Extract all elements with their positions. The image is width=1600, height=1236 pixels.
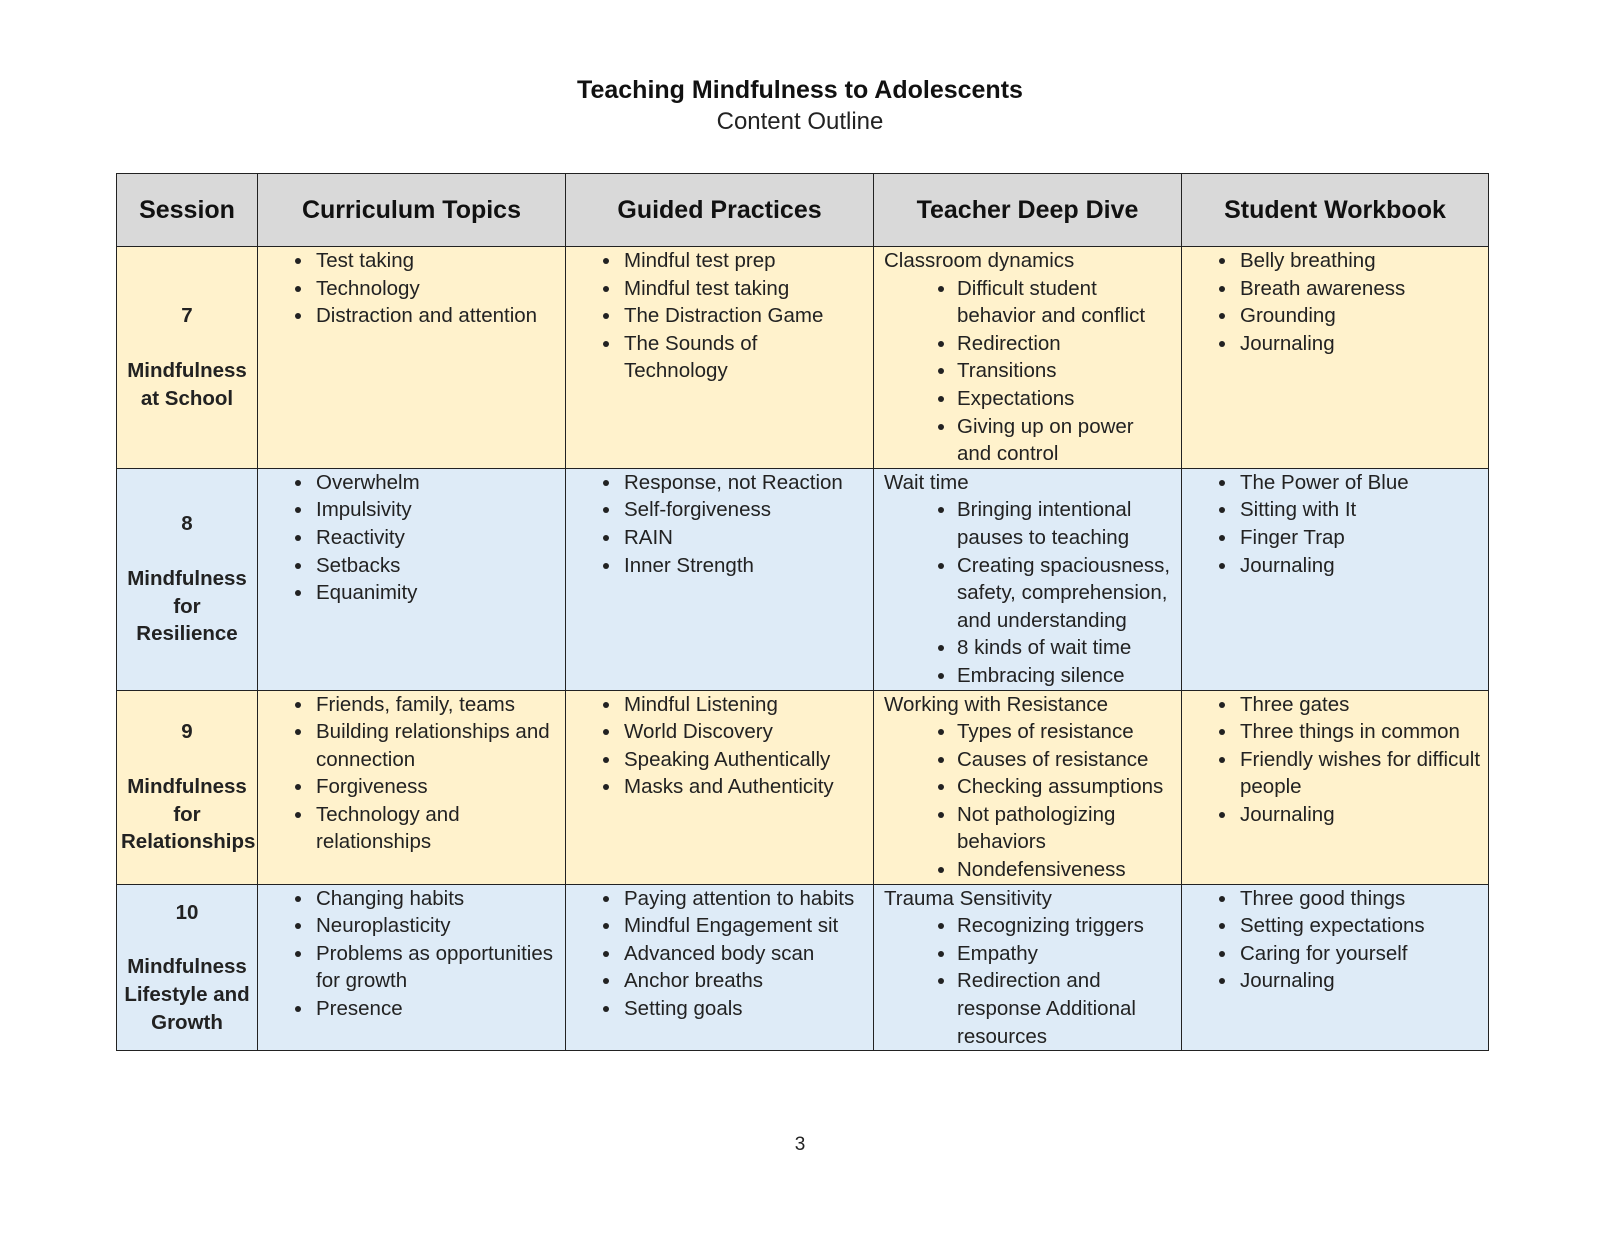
list-item: • Forgiveness	[314, 773, 557, 801]
list-item: • Caring for yourself	[1238, 940, 1480, 968]
list-item: • Test taking	[314, 247, 557, 275]
header-curriculum-topics: Curriculum Topics	[258, 174, 566, 247]
list-item: • Technology	[314, 275, 557, 303]
list-item: • Mindful Engagement sit	[622, 912, 865, 940]
session-name: Mindfulness at School	[127, 359, 247, 410]
list-item: • Mindful test prep	[622, 247, 865, 275]
list-item: • Equanimity	[314, 579, 557, 607]
list-item: • Redirection	[957, 330, 1173, 358]
student-workbook-list	[1192, 469, 1480, 579]
student-workbook-cell	[1182, 468, 1489, 690]
list-item: • Building relationships and connection	[314, 718, 557, 773]
session-row	[117, 690, 1489, 884]
session-row	[117, 884, 1489, 1051]
list-item: • Checking assumptions	[957, 773, 1173, 801]
list-item: • Presence	[314, 995, 557, 1023]
curriculum-topics-cell	[258, 247, 566, 469]
student-workbook-cell	[1182, 690, 1489, 884]
header-student-workbook: Student Workbook	[1182, 174, 1489, 247]
list-item: • Redirection and response Additional resources	[957, 967, 1173, 1050]
list-item: • Self-forgiveness	[622, 496, 865, 524]
list-item: • Changing habits	[314, 885, 557, 913]
session-name: Mindfulness for Relationships	[121, 774, 256, 854]
list-item: • Response, not Reaction	[622, 469, 865, 497]
document-title: Teaching Mindfulness to Adolescents	[577, 76, 1023, 104]
guided-practices-cell	[566, 468, 874, 690]
curriculum-topics-cell	[258, 690, 566, 884]
list-item: • Grounding	[1238, 302, 1480, 330]
guided-practices-list	[576, 469, 865, 579]
list-item: • Bringing intentional pauses to teaching	[957, 496, 1173, 551]
student-workbook-cell	[1182, 884, 1489, 1051]
guided-practices-list	[576, 691, 865, 801]
guided-practices-cell	[566, 690, 874, 884]
deep-dive-heading: Wait time	[884, 470, 969, 494]
list-item: • Friends, family, teams	[314, 691, 557, 719]
list-item: • Empathy	[957, 940, 1173, 968]
header-teacher-deep-dive: Teacher Deep Dive	[874, 174, 1182, 247]
guided-practices-cell	[566, 247, 874, 469]
header-guided-practices: Guided Practices	[566, 174, 874, 247]
teacher-deep-dive-cell	[874, 468, 1182, 690]
content-outline-table	[116, 173, 1489, 1051]
curriculum-topics-list	[268, 691, 557, 857]
session-cell	[117, 690, 258, 884]
session-number: 9	[181, 720, 193, 744]
list-item: • Three good things	[1238, 885, 1480, 913]
page-number: 3	[794, 1134, 806, 1155]
list-item: • Friendly wishes for difficult people	[1238, 746, 1480, 801]
list-item: • Creating spaciousness, safety, comprehension, and understanding	[957, 552, 1173, 635]
list-item: • Finger Trap	[1238, 524, 1480, 552]
session-cell	[117, 247, 258, 469]
list-item: • Journaling	[1238, 967, 1480, 995]
list-item: • Overwhelm	[314, 469, 557, 497]
student-workbook-list	[1192, 885, 1480, 995]
list-item: • The Power of Blue	[1238, 469, 1480, 497]
list-item: • Setbacks	[314, 552, 557, 580]
list-item: • Transitions	[957, 357, 1173, 385]
list-item: • Journaling	[1238, 330, 1480, 358]
list-item: • Recognizing triggers	[957, 912, 1173, 940]
list-item: • Three gates	[1238, 691, 1480, 719]
table-header-row	[117, 174, 1489, 247]
teacher-deep-dive-cell	[874, 884, 1182, 1051]
session-cell	[117, 884, 258, 1051]
list-item: • Masks and Authenticity	[622, 773, 865, 801]
student-workbook-cell	[1182, 247, 1489, 469]
deep-dive-list	[884, 275, 1173, 468]
list-item: • Neuroplasticity	[314, 912, 557, 940]
document-subtitle: Content Outline	[716, 108, 884, 135]
list-item: • Journaling	[1238, 552, 1480, 580]
session-cell	[117, 468, 258, 690]
student-workbook-list	[1192, 247, 1480, 357]
deep-dive-heading: Working with Resistance	[884, 692, 1109, 716]
list-item: • Technology and relationships	[314, 801, 557, 856]
list-item: • The Sounds of Technology	[622, 330, 865, 385]
deep-dive-list	[884, 496, 1173, 689]
session-number: 10	[175, 900, 199, 924]
list-item: • Setting goals	[622, 995, 865, 1023]
list-item: • Giving up on power and control	[957, 413, 1173, 468]
list-item: • Causes of resistance	[957, 746, 1173, 774]
list-item: • Mindful Listening	[622, 691, 865, 719]
deep-dive-heading: Classroom dynamics	[884, 249, 1075, 272]
guided-practices-list	[576, 247, 865, 385]
list-item: • Expectations	[957, 385, 1173, 413]
curriculum-topics-list	[268, 885, 557, 1023]
list-item: • Embracing silence	[957, 662, 1173, 690]
list-item: • Sitting with It	[1238, 496, 1480, 524]
list-item: • Belly breathing	[1238, 247, 1480, 275]
deep-dive-list	[884, 912, 1173, 1050]
list-item: • Journaling	[1238, 801, 1480, 829]
list-item: • World Discovery	[622, 718, 865, 746]
session-row	[117, 247, 1489, 469]
curriculum-topics-cell	[258, 884, 566, 1051]
session-name: Mindfulness for Resilience	[127, 567, 247, 646]
curriculum-topics-list	[268, 247, 557, 330]
list-item: • Difficult student behavior and conflict	[957, 275, 1173, 330]
list-item: • Impulsivity	[314, 496, 557, 524]
list-item: • Distraction and attention	[314, 302, 557, 330]
header-session: Session	[117, 174, 258, 247]
guided-practices-cell	[566, 884, 874, 1051]
list-item: • Speaking Authentically	[622, 746, 865, 774]
list-item: • Inner Strength	[622, 552, 865, 580]
list-item: • Setting expectations	[1238, 912, 1480, 940]
curriculum-topics-cell	[258, 468, 566, 690]
list-item: • Mindful test taking	[622, 275, 865, 303]
list-item: • Types of resistance	[957, 718, 1173, 746]
list-item: • 8 kinds of wait time	[957, 634, 1173, 662]
list-item: • The Distraction Game	[622, 302, 865, 330]
deep-dive-list	[884, 718, 1173, 884]
list-item: • Not pathologizing behaviors	[957, 801, 1173, 856]
list-item: • Anchor breaths	[622, 967, 865, 995]
list-item: • Paying attention to habits	[622, 885, 865, 913]
teacher-deep-dive-cell	[874, 690, 1182, 884]
session-number: 8	[181, 512, 193, 536]
list-item: • Advanced body scan	[622, 940, 865, 968]
session-number: 7	[181, 304, 193, 328]
student-workbook-list	[1192, 691, 1480, 829]
teacher-deep-dive-cell	[874, 247, 1182, 469]
list-item: • Reactivity	[314, 524, 557, 552]
list-item: • Problems as opportunities for growth	[314, 940, 557, 995]
list-item: • Breath awareness	[1238, 275, 1480, 303]
deep-dive-heading: Trauma Sensitivity	[884, 886, 1052, 910]
list-item: • Three things in common	[1238, 718, 1480, 746]
session-row	[117, 468, 1489, 690]
list-item: • RAIN	[622, 524, 865, 552]
session-name: Mindfulness Lifestyle and Growth	[124, 955, 250, 1034]
curriculum-topics-list	[268, 469, 557, 607]
guided-practices-list	[576, 885, 865, 1023]
list-item: • Nondefensiveness	[957, 856, 1173, 884]
